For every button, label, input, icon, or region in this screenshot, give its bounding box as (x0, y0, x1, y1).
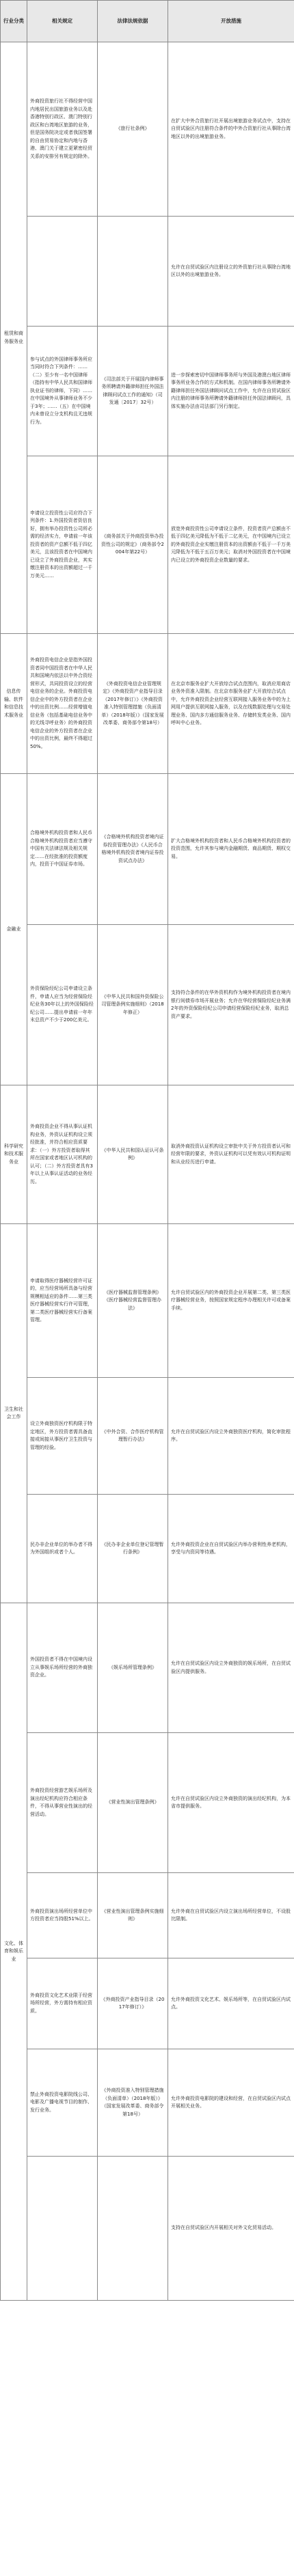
measure-cell: 允许外商投资电影院的建设和经营，在自贸试验区内试点开展相关业务。 (168, 2049, 294, 2157)
table-row (1, 456, 294, 634)
table-row (1, 1085, 294, 1224)
requirement-cell: 设立外商独资医疗机构限于特定地区，外方投资者需具备直接或间接从事医疗卫生投资与管理的经验。 (27, 1378, 98, 1495)
measure-cell: 允许在自贸试验区内设立外商独资的演出经纪机构，为本省市提供服务。 (168, 1733, 294, 1873)
requirement-cell: 外商投资电信企业是指外国投资者同中国投资者在中华人民共和国境内依法以中外合资经营形式，共同投资设立的经营电信业务的企业。外商投资电信企业中的外方投资者在企业中的出资比例……经营增值电信业务（包括基础电信业务中的无线寻呼业务）的外商投资电信企业的外方投资者在企业中的出资比例，最终不得超过50%。 (27, 634, 98, 774)
table-header-row (1, 1, 294, 42)
industry-cell: 卫生和社会工作 (1, 1224, 27, 1603)
industry-cell: 文化、体育和娱乐业 (1, 1603, 27, 2301)
header-law-basis: 法律法规依据 (98, 1, 168, 42)
law-basis-cell: 《营业性演出管理条例》 (98, 1733, 168, 1873)
law-basis-cell: 《娱乐场所管理条例》 (98, 1603, 168, 1733)
measure-cell: 在北京市服务业扩大开放综合试点范围内，取消应用商店业务外资准入限制。在北京市服务业扩大开放综合试点中，允许外商投资企业经营互联网接入服务业务中的为上网用户提供互联网接入服务，以及在线数据处理与交易处理业务、国内多方通信服务业务、存储转发类业务、国内呼叫中心业务。 (168, 634, 294, 774)
table-row (1, 327, 294, 456)
measure-cell: 允许在自贸试验区内注册设立的外资旅行社从事除台湾地区以外的出境旅游业务。 (168, 217, 294, 327)
law-basis-cell: 《商务部关于外商投资举办投资性公司的规定》（商务部令2004年第22号） (98, 456, 168, 634)
law-basis-cell (98, 2157, 168, 2301)
requirement-cell: 外商投资经营游艺娱乐场所及演出经纪机构应符合相应条件，不得从事营业性演出的经营活动。 (27, 1733, 98, 1873)
table-row (1, 1603, 294, 1733)
requirement-cell: 外资保险经纪公司申请设立条件，申请人应当为经营保险经纪业务30年以上的外国保险经纪公司……提出申请前一年年末总资产不少于200亿美元。 (27, 925, 98, 1085)
table-row (1, 1224, 294, 1378)
measure-cell: 扩大合格境外机构投资者和人民币合格境外机构投资者的投资范围，允许其参与境内金融期货、商品期货、期权交易。 (168, 774, 294, 925)
law-basis-cell: 《中华人民共和国外资保险公司管理条例实施细则》（2018年修正） (98, 925, 168, 1085)
table-row (1, 42, 294, 217)
table-row (1, 634, 294, 774)
law-basis-cell: 《外商投资准入特别管理措施（负面清单）（2018年版）》（国家发展改革委、商务部令第18号） (98, 2049, 168, 2157)
measure-cell: 允许外商在自贸试验区内设立演出场所经营单位，不设股比限制。 (168, 1873, 294, 1958)
law-basis-cell: 《医疗器械监督管理条例》《医疗器械经营监督管理办法》 (98, 1224, 168, 1378)
header-requirement: 相关规定 (27, 1, 98, 42)
measure-cell: 在扩大中外合资旅行社开展出境旅游业务试点中，支持在自贸试验区内注册符合条件的中外合资旅行社从事除台湾地区以外的出境旅游业务。 (168, 42, 294, 217)
table-row (1, 2157, 294, 2301)
measure-cell: 取消外商投资认证机构设立审批中关于外方投资者认可和经营年限的要求，外资认证机构可以凭有效认可机构证明和从业经历进行申请。 (168, 1085, 294, 1224)
measure-cell: 放宽外商投资性公司申请设立条件，投资者资产总额由不低于四亿美元降低为不低于二亿美元，在中国境内已设立的外商投资企业实缴注册资本的出资额由不低于一千万美元降低为不低于五百万美元；取消对外国投资者在中国境内已设立的外商投资企业数量的要求。 (168, 456, 294, 634)
table-row (1, 1495, 294, 1603)
law-basis-cell: 《旅行社条例》 (98, 42, 168, 217)
measure-cell: 允许在自贸试验区内设立外商独资的娱乐场所，在自贸试验区内提供服务。 (168, 1603, 294, 1733)
law-basis-cell: 《外商投资电信企业管理规定》《外商投资产业指导目录（2017年修订）》《外商投资准入特别管理措施（负面清单）（2018年版）》（国家发展改革委、商务部令第18号） (98, 634, 168, 774)
law-basis-cell: 《司法部关于开展国内律师事务所聘请外籍律师担任外国法律顾问试点工作的通知》（司发通〔2017〕32号） (98, 327, 168, 456)
table-row (1, 1733, 294, 1873)
table-row (1, 774, 294, 925)
industry-cell: 租赁和商务服务业 (1, 42, 27, 634)
law-basis-cell (98, 217, 168, 327)
requirement-cell: 参与试点的外国律师事务所应当同时符合下列条件：……（二）至少有一名中国律师（指持有中华人民共和国律师执业证书的律师，下同）……在中国境外从事律师业务不少于3年；……（五）在中国境内未曾设立分支机构且无违规行为。 (27, 327, 98, 456)
law-basis-cell: 《中华人民共和国认证认可条例》 (98, 1085, 168, 1224)
measure-cell: 支持在自贸试验区内开展相关对外文化贸易活动。 (168, 2157, 294, 2301)
requirement-cell: 申请取得医疗器械经营许可证的，应当经营场所具备与经营规模相适应的条件……第三类医疗器械经营实行许可管理，第二类医疗器械经营实行备案管理。 (27, 1224, 98, 1378)
industry-cell: 信息传输、软件和信息技术服务业 (1, 634, 27, 774)
law-basis-cell: 《合格境外机构投资者境内证券投资管理办法》《人民币合格境外机构投资者境内证券投资试点办法》 (98, 774, 168, 925)
table-row (1, 1958, 294, 2049)
table-row (1, 1873, 294, 1958)
law-basis-cell: 《民办非企业单位登记管理暂行条例》 (98, 1495, 168, 1603)
industry-cell: 科学研究和技术服务业 (1, 1085, 27, 1224)
measure-cell: 允许在自贸试验区内设立外商独资医疗机构，简化审批程序。 (168, 1378, 294, 1495)
table-row (1, 1378, 294, 1495)
measure-cell: 允许自贸试验区内的外商投资企业开展第二类、第三类医疗器械经营业务，按照国家规定程序办理相关许可或备案手续。 (168, 1224, 294, 1378)
measure-cell: 允许外商投资企业在自贸试验区内举办营利性养老机构，享受与内资同等待遇。 (168, 1495, 294, 1603)
table-row (1, 2049, 294, 2157)
requirement-cell: 外商投资企业不得从事认证机构业务，外资认证机构设立须经批准，并符合相应资质要求：（一）外方投资者取得其所在国家或者地区认可机构的认可；（二）外方投资者具有3年以上从事认证活动的业务经历。 (27, 1085, 98, 1224)
header-measure: 开放措施 (168, 1, 294, 42)
requirement-cell: 外商投资旅行社不得经营中国内地居民出国旅游业务以及赴香港特别行政区、澳门特别行政区和台湾地区旅游的业务，但是国务院决定或者我国签署的自由贸易协定和内地与香港、澳门关于建立更紧密经贸关系的安排另有规定的除外。 (27, 42, 98, 217)
requirement-cell: 合格境外机构投资者和人民币合格境外机构投资者应当遵守中国有关法律法规及相关规定……在经批准的投资额度内，投资于中国证券市场。 (27, 774, 98, 925)
measure-cell: 进一步探索密切中国律师事务所与外国及港澳台地区律师事务所业务合作的方式和机制。在国内律师事务所聘请外籍律师担任外国法律顾问试点工作中，允许在自贸试验区内注册的律师事务所聘请外籍律师担任外国法律顾问，具体实施办法由司法部门另行制定。 (168, 327, 294, 456)
industry-cell: 金融业 (1, 774, 27, 1085)
requirement-cell: 民办非企业单位的举办者不得为外国组织或者个人。 (27, 1495, 98, 1603)
requirement-cell: 申请设立投资性公司应符合下列条件：1.外国投资者资信良好，拥有举办投资性公司所必需的经济实力，申请前一年该投资者的资产总额不低于四亿美元，且该投资者在中国境内已设立了外商投资企业，其实缴注册资本的出资额超过一千万美元…… (27, 456, 98, 634)
header-industry: 行业分类 (1, 1, 27, 42)
measure-cell: 支持符合条件的在华外资机构作为境外机构投资者在境内银行间债券市场开展业务；允许在华经营保险经纪业务满2年的外资保险经纪公司申请经营保险经纪业务，取消总资产要求。 (168, 925, 294, 1085)
requirement-cell (27, 2157, 98, 2301)
measure-cell: 允许外商投资文化艺术、娱乐场所等，在自贸试验区内试点。 (168, 1958, 294, 2049)
law-basis-cell: 《中外合资、合作医疗机构管理暂行办法》 (98, 1378, 168, 1495)
requirement-cell (27, 217, 98, 327)
table-row (1, 925, 294, 1085)
law-basis-cell: 《营业性演出管理条例实施细则》 (98, 1873, 168, 1958)
requirement-cell: 外商投资演出场所经营单位中方投资者应当持股51%以上。 (27, 1873, 98, 1958)
law-basis-cell: 《外商投资产业指导目录（2017年修订）》 (98, 1958, 168, 2049)
requirement-cell: 禁止外商投资电影院线公司、电影及广播电视节目的制作、发行业务。 (27, 2049, 98, 2157)
requirement-cell: 外商投资文化艺术业限于经营场所经营，外方需持有相应资质。 (27, 1958, 98, 2049)
table-row (1, 217, 294, 327)
requirement-cell: 外国投资者不得在中国境内设立从事娱乐场所经营的外商独资企业。 (27, 1603, 98, 1733)
